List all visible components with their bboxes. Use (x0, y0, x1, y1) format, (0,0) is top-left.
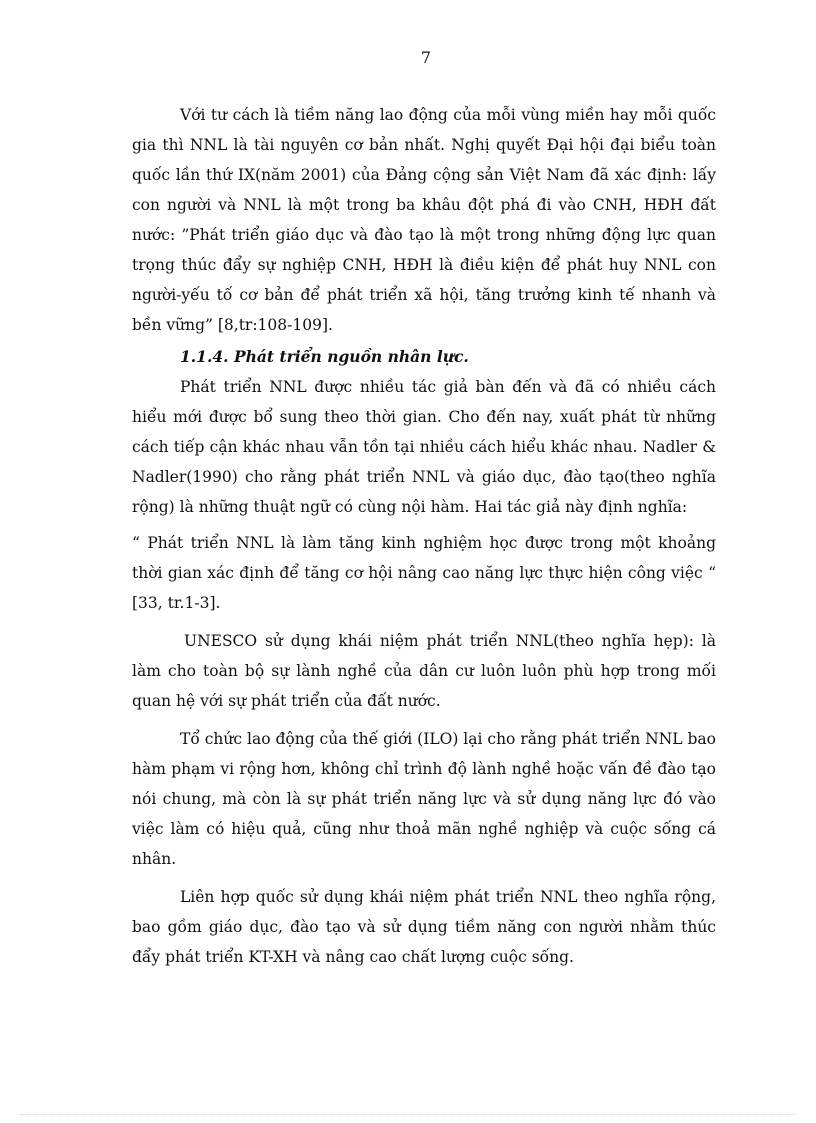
paragraph-united-nations: Liên hợp quốc sử dụng khái niệm phát triển NNL theo nghĩa rộng, bao gồm giáo dục, đào tạo và sử dụng tiềm năng con người nhằm thúc đẩy phát triển KT-XH và nâng cao chất lượng cuộc sống. (132, 888, 716, 966)
document-body (132, 100, 716, 972)
paragraph-ilo: Tổ chức lao động của thế giới (ILO) lại cho rằng phát triển NNL bao hàm phạm vi rộng hơn, không chỉ trình độ lành nghề hoặc vấn đề đào tạo nói chung, mà còn là sự phát triển năng lực và sử dụng năng lực đó vào việc làm có hiệu quả, cũng như thoả mãn nghề nghiệp và cuộc sống cá nhân. (132, 730, 716, 868)
paragraph-human-resources-resource: Với tư cách là tiềm năng lao động của mỗi vùng miền hay mỗi quốc gia thì NNL là tài nguyên cơ bản nhất. Nghị quyết Đại hội đại biểu toàn quốc lần thứ IX(năm 2001) của Đảng cộng sản Việt Nam đã xác định: lấy con người và NNL là một trong ba khâu đột phá đi vào CNH, HĐH đất nước: ”Phát triển giáo dục và đào tạo là một trong những động lực quan trọng thúc đẩy sự nghiệp CNH, HĐH là điều kiện để phát huy NNL con người-yếu tố cơ bản để phát triển xã hội, tăng trưởng kinh tế nhanh và bền vững” [8,tr:108-109]. (132, 106, 716, 334)
page-bottom-divider (20, 1114, 796, 1115)
paragraph-unesco: UNESCO sử dụng khái niệm phát triển NNL(theo nghĩa hẹp): là làm cho toàn bộ sự lành nghề của dân cư luôn luôn phù hợp trong mối quan hệ với sự phát triển của đất nước. (132, 632, 716, 710)
paragraph-hr-development-definitions: Phát triển NNL được nhiều tác giả bàn đến và đã có nhiều cách hiểu mới được bổ sung theo thời gian. Cho đến nay, xuất phát từ những cách tiếp cận khác nhau vẫn tồn tại nhiều cách hiểu khác nhau. Nadler & Nadler(1990) cho rằng phát triển NNL và giáo dục, đào tạo(theo nghĩa rộng) là những thuật ngữ có cùng nội hàm. Hai tác giả này định nghĩa: (132, 378, 716, 516)
page-number: 7 (420, 48, 432, 67)
paragraph-nadler-quote: “ Phát triển NNL là làm tăng kinh nghiệm học được trong một khoảng thời gian xác định để tăng cơ hội nâng cao năng lực thực hiện công việc “ [33, tr.1-3]. (132, 534, 716, 612)
section-heading-1-1-4: 1.1.4. Phát triển nguồn nhân lực. (180, 347, 469, 366)
